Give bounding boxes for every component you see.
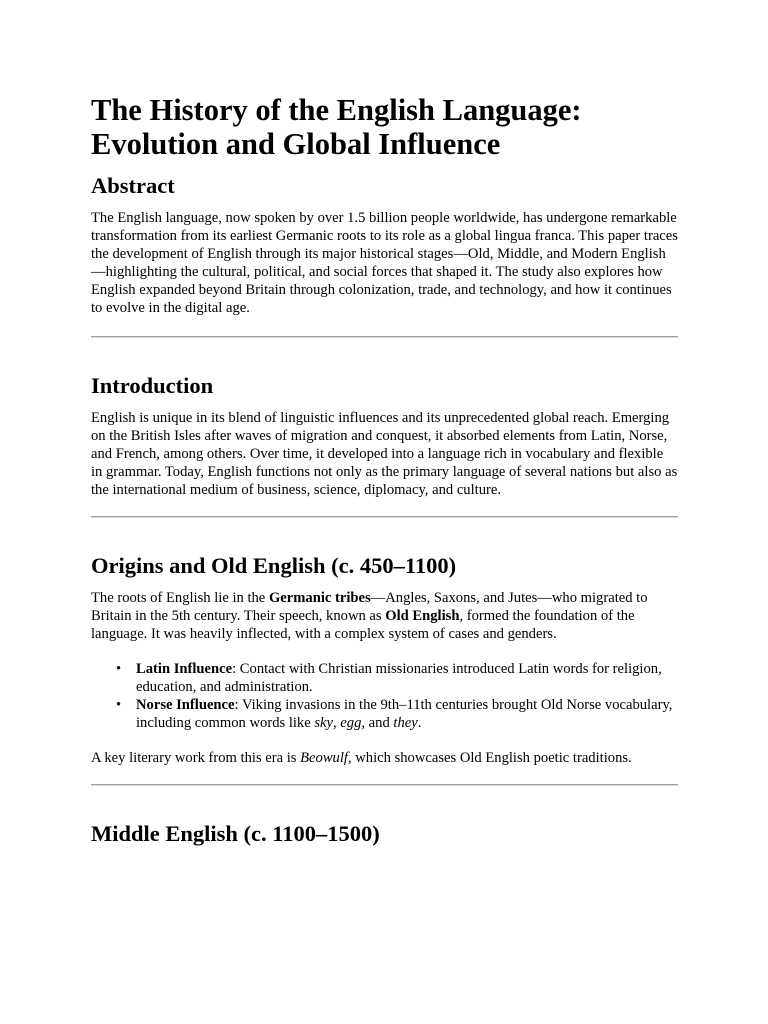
- introduction-heading: Introduction: [91, 373, 214, 398]
- list-item-text: : Contact with Christian missionaries introduced Latin words for religion, education, and administration.: [136, 661, 662, 695]
- origins-text: , formed the foundation of the language. It was heavily inflected, with a complex system of cases and genders.: [91, 608, 635, 642]
- page-title: The History of the English Language: Evolution and Global Influence: [91, 93, 582, 161]
- origins-paragraph: [91, 589, 678, 643]
- list-item-text: , and: [361, 715, 394, 731]
- origins-text: —Angles, Saxons, and Jutes—who migrated to Britain in the 5th century. Their speech, known as: [91, 590, 648, 624]
- germanic-tribes-term: Germanic tribes: [268, 590, 371, 606]
- introduction-paragraph: English is unique in its blend of linguistic influences and its unprecedented global reach. Emerging on the British Isles after waves of migration and conquest, it absorbed elements from Latin, Norse, and French, among others. Over time, it developed into a language rich in vocabulary and flexible in grammar. Today, English functions not only as the primary language of several nations but also as the international medium of business, science, diplomacy, and culture.: [91, 410, 678, 498]
- section-divider: [91, 784, 678, 786]
- list-item-text: : Viking invasions in the 9th–11th centuries brought Old Norse vocabulary, including common words like: [136, 697, 673, 731]
- bullet-icon: •: [116, 697, 122, 713]
- old-english-term: Old English: [385, 608, 460, 624]
- list-item: [116, 696, 678, 732]
- list-item-label: Latin Influence: [136, 661, 233, 677]
- origins-text: The roots of English lie in the: [91, 590, 269, 606]
- beowulf-title: Beowulf: [300, 750, 348, 766]
- document-page: [91, 93, 678, 847]
- abstract-paragraph: The English language, now spoken by over 1.5 billion people worldwide, has undergone remarkable transformation from its earliest Germanic roots to its role as a global lingua franca. This paper traces the development of English through its major historical stages—Old, Middle, and Modern English—highlighting the cultural, political, and social forces that shaped it. The study also explores how English expanded beyond Britain through colonization, trade, and technology, and how it continues to evolve in the digital age.: [91, 210, 678, 316]
- abstract-heading: Abstract: [91, 173, 175, 198]
- bullet-icon: •: [116, 661, 122, 677]
- example-word: sky: [314, 715, 333, 731]
- influence-list: [91, 660, 678, 732]
- beowulf-paragraph: [91, 749, 678, 767]
- paragraph-text: A key literary work from this era is: [91, 750, 301, 766]
- list-item-text: ,: [333, 715, 341, 731]
- section-divider: [91, 336, 678, 338]
- origins-heading: Origins and Old English (c. 450–1100): [91, 553, 457, 578]
- example-word: they: [393, 715, 418, 731]
- paragraph-text: , which showcases Old English poetic traditions.: [347, 750, 632, 766]
- list-item: [116, 660, 678, 696]
- list-item-label: Norse Influence: [136, 697, 235, 713]
- section-divider: [91, 516, 678, 518]
- middle-english-heading: Middle English (c. 1100–1500): [91, 821, 380, 846]
- list-item-text: .: [417, 715, 422, 731]
- example-word: egg: [340, 715, 362, 731]
